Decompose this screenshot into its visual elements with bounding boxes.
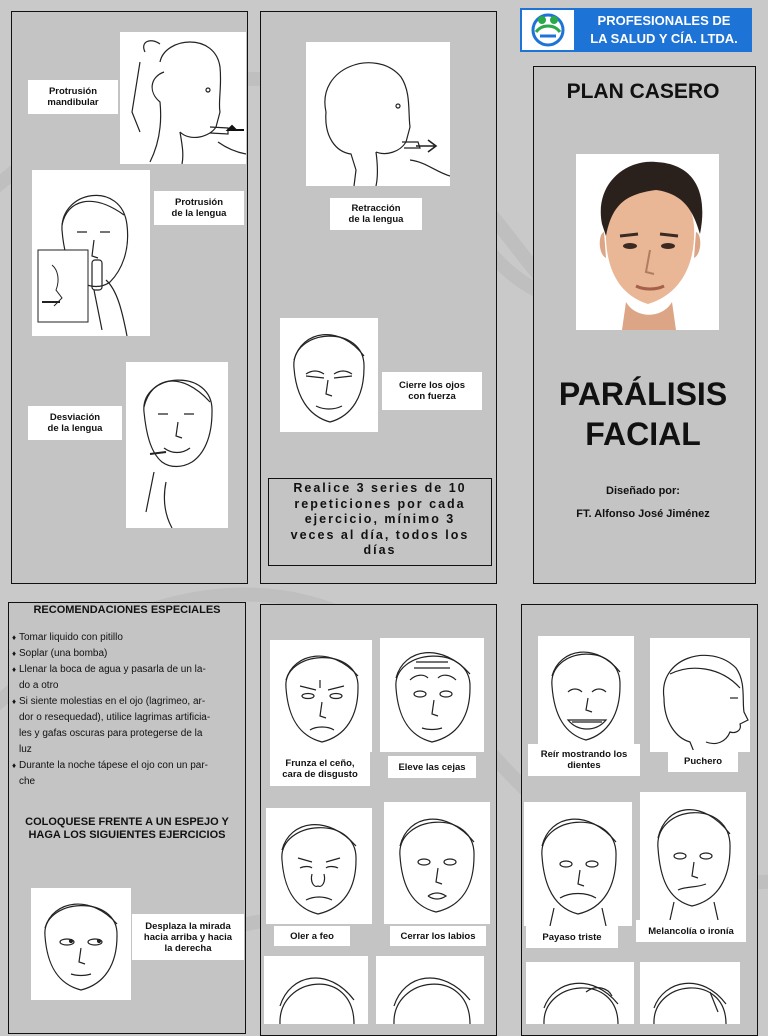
label-frown: Frunza el ceño, cara de disgusto	[270, 752, 370, 786]
face-drawing-icon	[270, 640, 372, 752]
label-smell-bad: Oler a feo	[274, 926, 350, 946]
figure-laugh-teeth	[538, 636, 634, 748]
label-close-lips: Cerrar los labios	[390, 926, 486, 946]
figure-tongue-retraction	[306, 42, 450, 186]
figure-bottom-4	[640, 962, 740, 1024]
figure-smell-bad	[266, 808, 372, 924]
face-drawing-icon	[526, 962, 634, 1024]
repetitions-note: Realice 3 series de 10 repeticiones por cada ejercicio, mínimo 3 veces al día, todos los días	[268, 478, 492, 566]
logo-icon	[522, 10, 574, 50]
label-laugh-teeth: Reír mostrando los dientes	[528, 744, 640, 776]
face-drawing-icon	[32, 170, 150, 336]
face-drawing-icon	[280, 318, 378, 432]
figure-bottom-2	[376, 956, 484, 1024]
face-drawing-icon	[31, 888, 131, 1000]
list-item: ♦ Durante la noche tápese el ojo con un par- che	[12, 758, 244, 790]
profile-drawing-icon	[120, 32, 246, 164]
face-drawing-icon	[640, 792, 746, 920]
figure-sad-clown	[524, 802, 632, 926]
face-drawing-icon	[264, 956, 368, 1024]
figure-melancholy	[640, 792, 746, 920]
figure-bottom-1	[264, 956, 368, 1024]
face-drawing-icon	[126, 362, 228, 528]
label-tongue-protrusion: Protrusión de la lengua	[154, 191, 244, 225]
figure-close-eyes	[280, 318, 378, 432]
author-name: FT. Alfonso José Jiménez	[576, 508, 710, 520]
recommendations-list	[12, 630, 244, 790]
figure-tongue-deviation	[126, 362, 228, 528]
title-facial-paralysis: PARÁLISIS FACIAL	[558, 376, 728, 452]
label-mandibular-protrusion: Protrusión mandibular	[28, 80, 118, 114]
figure-mandibular-protrusion	[120, 32, 246, 164]
list-item: ♦ Tomar liquido con pitillo	[12, 630, 244, 646]
face-drawing-icon	[538, 636, 634, 748]
face-drawing-icon	[266, 808, 372, 924]
figure-frown	[270, 640, 372, 752]
label-tongue-deviation: Desviación de la lengua	[28, 406, 122, 440]
face-drawing-icon	[384, 802, 490, 924]
figure-raise-eyebrows	[380, 638, 484, 752]
label-sad-clown: Payaso triste	[526, 926, 618, 948]
figure-bottom-3	[526, 962, 634, 1024]
label-raise-eyebrows: Eleve las cejas	[388, 756, 476, 778]
figure-close-lips	[384, 802, 490, 924]
label-look-up-right: Desplaza la mirada hacia arriba y hacia la derecha	[132, 914, 244, 960]
plan-heading: PLAN CASERO	[566, 80, 720, 103]
list-item: ♦ Si siente molestias en el ojo (lagrimeo, ar- dor o resequedad), utilice lagrimas artificia- les y gafas oscuras para protegerse de la luz	[12, 694, 244, 758]
face-drawing-icon	[380, 638, 484, 752]
company-name: PROFESIONALES DE LA SALUD Y CÍA. LTDA.	[590, 13, 738, 46]
figure-look-up-right	[31, 888, 131, 1000]
label-melancholy: Melancolía o ironía	[636, 920, 746, 942]
figure-tongue-protrusion	[32, 170, 150, 336]
label-pout: Puchero	[668, 750, 738, 772]
face-drawing-icon	[376, 956, 484, 1024]
profile-drawing-icon	[650, 638, 750, 752]
list-item: ♦ Soplar (una bomba)	[12, 646, 244, 662]
designed-by-label: Diseñado por:	[606, 485, 680, 497]
list-item: ♦ Llenar la boca de agua y pasarla de un la- do a otro	[12, 662, 244, 694]
cover-portrait	[576, 154, 719, 330]
portrait-icon	[576, 154, 719, 330]
figure-pout	[650, 638, 750, 752]
label-tongue-retraction: Retracción de la lengua	[330, 198, 422, 230]
company-logo	[520, 8, 752, 52]
face-drawing-icon	[524, 802, 632, 926]
recommendations-title: RECOMENDACIONES ESPECIALES	[33, 604, 221, 616]
face-drawing-icon	[640, 962, 740, 1024]
label-close-eyes: Cierre los ojos con fuerza	[382, 372, 482, 410]
mirror-instruction: COLOQUESE FRENTE A UN ESPEJO Y HAGA LOS SIGUIENTES EJERCICIOS	[25, 816, 229, 841]
profile-drawing-icon	[306, 42, 450, 186]
